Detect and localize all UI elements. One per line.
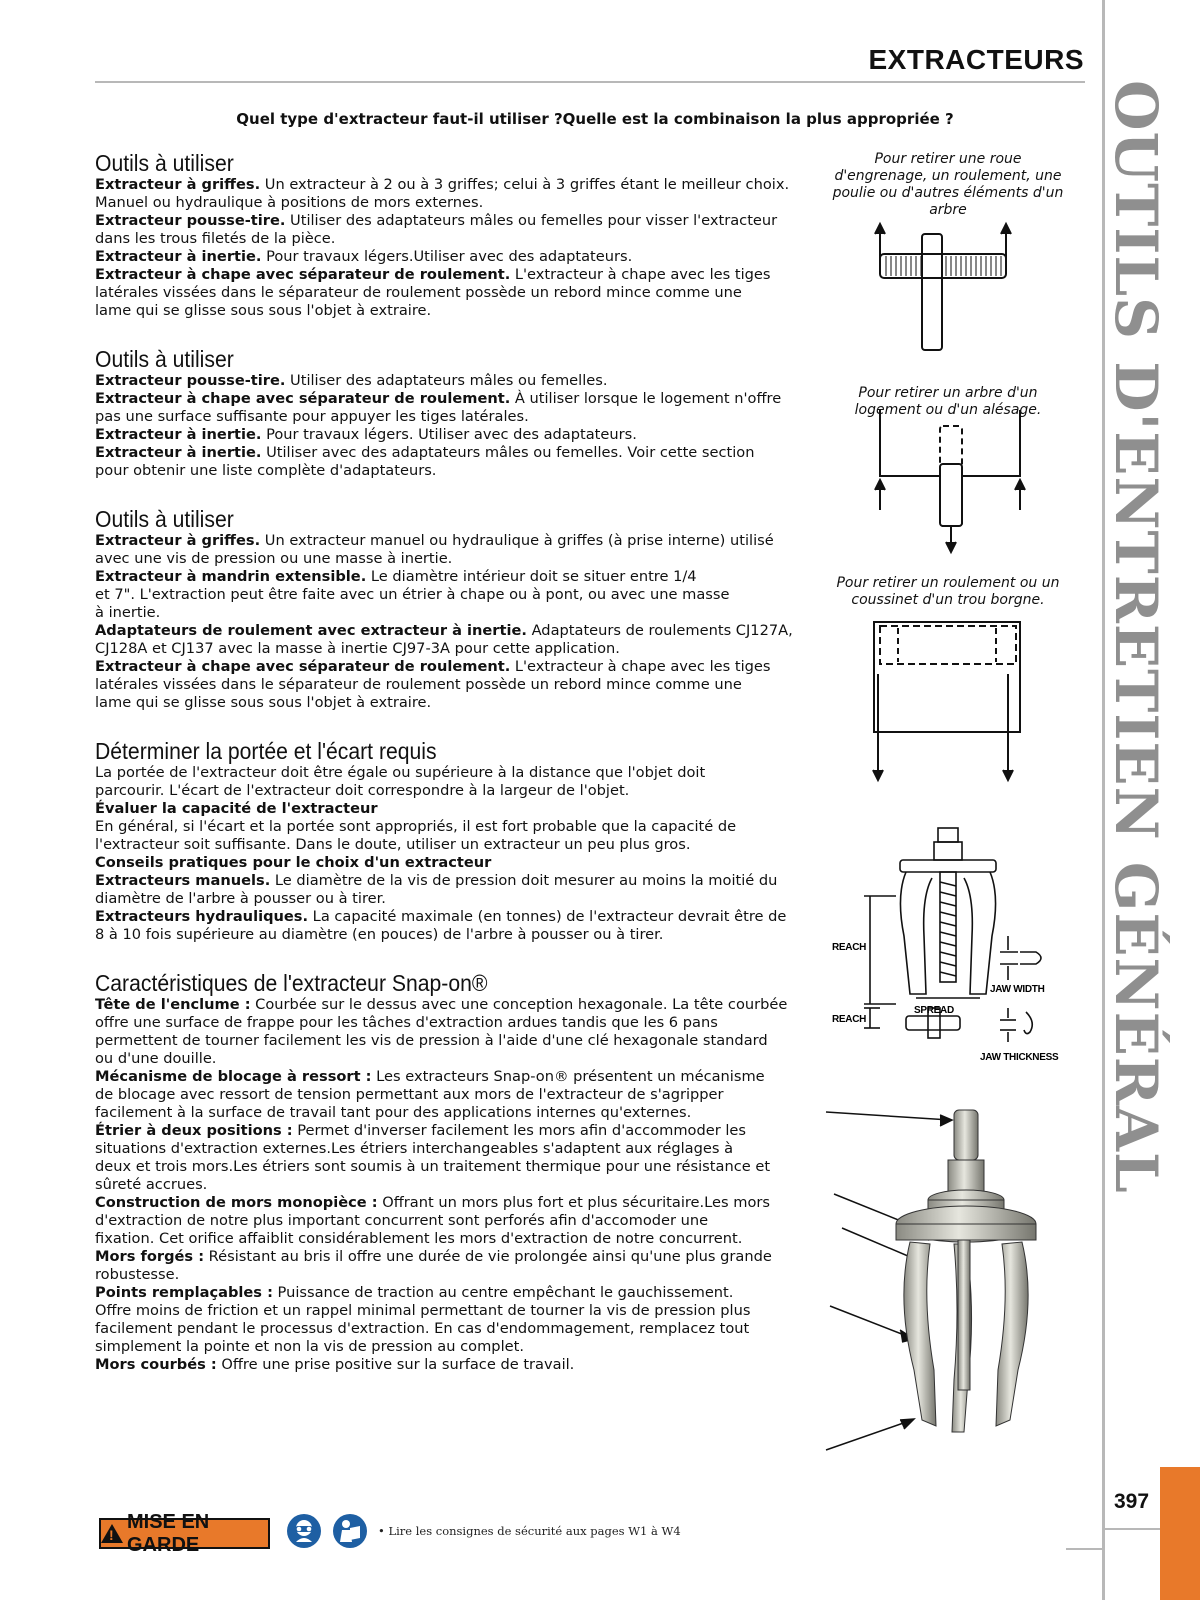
safety-note: • Lire les consignes de sécurité aux pages W1 à W4 [378, 1524, 681, 1538]
body-line [95, 248, 807, 266]
side-title-band [1102, 80, 1172, 1280]
section-3 [95, 506, 807, 712]
section-title: EXTRACTEURS [868, 44, 1084, 75]
line-text: Un extracteur manuel ou hydraulique à griffes (à prise interne) utilisé [260, 532, 774, 549]
line-text: L'extracteur à chape avec les tiges [510, 266, 771, 283]
term-label: Extracteur à mandrin extensible. [95, 568, 367, 585]
warning-badge [99, 1510, 270, 1556]
line-text: latérales vissées dans le séparateur de roulement possède un rebord mince comme une [95, 284, 742, 301]
term-label: Mors courbés : [95, 1356, 217, 1373]
line-text: Courbée sur le dessus avec une conception hexagonale. La tête courbée [250, 996, 788, 1013]
line-text: Pour travaux légers.Utiliser avec des adaptateurs. [261, 248, 633, 265]
body-line [95, 1104, 807, 1122]
body-line [95, 926, 807, 944]
blind-hole-diagram [868, 614, 1028, 789]
line-text: Pour travaux légers. Utiliser avec des adaptateurs. [261, 426, 637, 443]
term-label: Évaluer la capacité de l'extracteur [95, 800, 378, 817]
body-line [95, 408, 807, 426]
term-label: Extracteur à inertie. [95, 248, 262, 265]
body-line [95, 212, 807, 230]
body-line [95, 1230, 807, 1248]
term-label: Étrier à deux positions : [95, 1122, 293, 1139]
line-text: pas une surface suffisante pour appuyer les tiges latérales. [95, 408, 529, 425]
line-text: Un extracteur à 2 ou à 3 griffes; celui à 3 griffes étant le meilleur choix. [260, 176, 790, 193]
body-line [95, 1212, 807, 1230]
line-text: d'extraction de notre plus important concurrent sont perforés afin d'accomoder une [95, 1212, 709, 1229]
term-label: Construction de mors monopièce : [95, 1194, 378, 1211]
spread-label: SPREAD [914, 1005, 954, 1016]
footer-divider [1066, 1548, 1104, 1550]
term-label: Extracteurs manuels. [95, 872, 271, 889]
puller-product-illustration [826, 1120, 1076, 1470]
page-tab [1160, 1467, 1200, 1600]
section-heading: Déterminer la portée et l'écart requis [95, 738, 437, 764]
caption-shaft-removal: Pour retirer un arbre d'un logement ou d'un alésage. [854, 385, 1042, 418]
term-label: Extracteur à griffes. [95, 532, 261, 549]
line-text: de blocage avec ressort de tension permettant aux mors de l'extracteur de s'agripper [95, 1086, 724, 1103]
line-text: avec une vis de pression ou une masse à inertie. [95, 550, 453, 567]
body-line [95, 854, 807, 872]
body-line [95, 1032, 807, 1050]
term-label: Extracteur à inertie. [95, 426, 262, 443]
read-manual-icon [333, 1514, 367, 1548]
reach-label-top: REACH [832, 942, 867, 953]
line-text: Le diamètre intérieur doit se situer entre 1/4 [366, 568, 697, 585]
body-line [95, 640, 807, 658]
body-line [95, 872, 807, 890]
line-text: En général, si l'écart et la portée sont appropriés, il est fort probable que la capacité de [95, 818, 737, 835]
body-line [95, 302, 807, 320]
body-line [95, 604, 807, 622]
line-text: Résistant au bris il offre une durée de vie prolongée ainsi qu'une plus grande [204, 1248, 772, 1265]
page-number: 397 [1114, 1490, 1150, 1513]
body-line [95, 1284, 807, 1302]
body-line [95, 266, 807, 284]
body-line [95, 1266, 807, 1284]
line-text: À utiliser lorsque le logement n'offre [510, 390, 782, 407]
body-line [95, 568, 807, 586]
term-label: Extracteur à griffes. [95, 176, 261, 193]
jaw-width-label: JAW WIDTH [990, 984, 1045, 995]
line-text: situations d'extraction externes.Les étriers interchangeables s'adaptent aux réglages à [95, 1140, 734, 1157]
term-label: Conseils pratiques pour le choix d'un extracteur [95, 854, 492, 871]
body-line [95, 444, 807, 462]
main-content [95, 150, 807, 1374]
line-text: latérales vissées dans le séparateur de roulement possède un rebord mince comme une [95, 676, 742, 693]
line-text: Permet d'inverser facilement les mors afin d'accommoder les [292, 1122, 747, 1139]
term-label: Mors forgés : [95, 1248, 205, 1265]
term-label: Extracteur à chape avec séparateur de roulement. [95, 658, 511, 675]
body-line [95, 390, 807, 408]
section-body [95, 532, 807, 712]
body-line [95, 996, 807, 1014]
body-line [95, 1086, 807, 1104]
body-line [95, 230, 807, 248]
line-text: Manuel ou hydraulique à positions de mors externes. [95, 194, 484, 211]
line-text: Utiliser avec des adaptateurs mâles ou femelles. Voir cette section [261, 444, 755, 461]
line-text: Les extracteurs Snap-on® présentent un mécanisme [371, 1068, 765, 1085]
warning-label: MISE EN GARDE [127, 1510, 210, 1556]
section-body [95, 176, 807, 320]
body-line [95, 676, 807, 694]
body-line [95, 658, 807, 676]
eye-protection-icon [287, 1514, 321, 1548]
section-4 [95, 738, 807, 944]
jaw-thickness-label: JAW THICKNESS [980, 1052, 1059, 1063]
line-text: Offrant un mors plus fort et plus sécuritaire.Les mors [377, 1194, 771, 1211]
term-label: Points remplaçables : [95, 1284, 273, 1301]
line-text: Le diamètre de la vis de pression doit mesurer au moins la moitié du [270, 872, 778, 889]
line-text: pour obtenir une liste complète d'adaptateurs. [95, 462, 437, 479]
term-label: Extracteur pousse-tire. [95, 212, 286, 229]
body-line [95, 176, 807, 194]
body-line [95, 1248, 807, 1266]
line-text: Utiliser des adaptateurs mâles ou femelles. [285, 372, 608, 389]
reach-label-bottom: REACH [832, 1014, 867, 1025]
term-label: Extracteur à chape avec séparateur de roulement. [95, 266, 511, 283]
line-text: simplement la pointe et non la vis de pression au complet. [95, 1338, 524, 1355]
caption-gear-removal: Pour retirer une roue d'engrenage, un roulement, une poulie ou d'autres éléments d'un arbre [832, 151, 1064, 218]
term-label: Mécanisme de blocage à ressort : [95, 1068, 372, 1085]
body-line [95, 1338, 807, 1356]
gear-on-shaft-diagram [860, 218, 1030, 353]
term-label: Extracteur pousse-tire. [95, 372, 286, 389]
section-heading: Outils à utiliser [95, 506, 234, 532]
line-text: lame qui se glisse sous sous l'objet à extraire. [95, 694, 432, 711]
body-line [95, 194, 807, 212]
line-text: deux et trois mors.Les étriers sont soumis à un traitement thermique pour une résistance et [95, 1158, 771, 1175]
body-line [95, 800, 807, 818]
line-text: robustesse. [95, 1266, 180, 1283]
line-text: L'extracteur à chape avec les tiges [510, 658, 771, 675]
line-text: parcourir. L'écart de l'extracteur doit correspondre à la largeur de l'objet. [95, 782, 630, 799]
body-line [95, 372, 807, 390]
intro-question: Quel type d'extracteur faut-il utiliser ?Quelle est la combinaison la plus appropriée ? [236, 110, 954, 128]
body-line [95, 1068, 807, 1086]
line-text: Puissance de traction au centre empêchant le gauchissement. [272, 1284, 734, 1301]
body-line [95, 764, 807, 782]
body-line [95, 890, 807, 908]
body-line [95, 1302, 807, 1320]
body-line [95, 1194, 807, 1212]
body-line [95, 1176, 807, 1194]
line-text: facilement pendant le processus d'extraction. En cas d'endommagement, remplacez tout [95, 1320, 750, 1337]
line-text: fixation. Cet orifice affaiblit considérablement les mors d'extraction de notre concurrent. [95, 1230, 743, 1247]
body-line [95, 462, 807, 480]
line-text: Offre une prise positive sur la surface de travail. [216, 1356, 575, 1373]
term-label: Extracteur à inertie. [95, 444, 262, 461]
line-text: et 7". L'extraction peut être faite avec un étrier à chape ou à pont, ou avec une masse [95, 586, 730, 603]
body-line [95, 532, 807, 550]
line-text: 8 à 10 fois supérieure au diamètre (en pouces) de l'arbre à pousser ou à tirer. [95, 926, 664, 943]
body-line [95, 426, 807, 444]
warning-icon [101, 1524, 123, 1543]
line-text: Utiliser des adaptateurs mâles ou femelles pour visser l'extracteur [285, 212, 778, 229]
term-label: Extracteur à chape avec séparateur de roulement. [95, 390, 511, 407]
body-line [95, 1158, 807, 1176]
body-line [95, 1320, 807, 1338]
caption-blind-hole: Pour retirer un roulement ou un coussinet d'un trou borgne. [836, 575, 1060, 608]
line-text: ou d'une douille. [95, 1050, 217, 1067]
body-line [95, 908, 807, 926]
body-line [95, 818, 807, 836]
section-body [95, 372, 807, 480]
body-line [95, 1356, 807, 1374]
body-line [95, 694, 807, 712]
body-line [95, 1014, 807, 1032]
puller-dimension-diagram [832, 826, 1080, 1086]
line-text: permettent de tourner facilement les vis de pression à l'aide d'une clé hexagonale standard [95, 1032, 768, 1049]
body-line [95, 1122, 807, 1140]
section-heading: Outils à utiliser [95, 346, 234, 372]
line-text: à inertie. [95, 604, 161, 621]
line-text: l'extracteur soit suffisante. Dans le doute, utiliser un extracteur un peu plus gros. [95, 836, 691, 853]
section-body [95, 996, 807, 1374]
body-line [95, 284, 807, 302]
line-text: Adaptateurs de roulements CJ127A, [526, 622, 793, 639]
body-line [95, 1140, 807, 1158]
line-text: lame qui se glisse sous sous l'objet à extraire. [95, 302, 432, 319]
section-heading: Caractéristiques de l'extracteur Snap-on® [95, 970, 488, 996]
line-text: dans les trous filetés de la pièce. [95, 230, 336, 247]
header-divider [95, 81, 1085, 83]
line-text: facilement à la surface de travail tant pour des applications internes qu'externes. [95, 1104, 692, 1121]
body-line [95, 550, 807, 568]
section-heading: Outils à utiliser [95, 150, 234, 176]
line-text: offre une surface de frappe pour les tâches d'extraction ardues tandis que les 6 pans [95, 1014, 718, 1031]
body-line [95, 836, 807, 854]
line-text: Offre moins de friction et un rappel minimal permettant de tourner la vis de pression plus [95, 1302, 751, 1319]
body-line [95, 1050, 807, 1068]
line-text: CJ128A et CJ137 avec la masse à inertie CJ97-3A pour cette application. [95, 640, 620, 657]
section-1 [95, 150, 807, 320]
line-text: sûreté accrues. [95, 1176, 208, 1193]
shaft-in-housing-diagram [860, 410, 1030, 560]
section-2 [95, 346, 807, 480]
line-text: La portée de l'extracteur doit être égale ou supérieure à la distance que l'objet doit [95, 764, 706, 781]
body-line [95, 782, 807, 800]
term-label: Adaptateurs de roulement avec extracteur à inertie. [95, 622, 527, 639]
term-label: Tête de l'enclume : [95, 996, 251, 1013]
line-text: diamètre de l'arbre à pousser ou à tirer. [95, 890, 386, 907]
section-body [95, 764, 807, 944]
page-number-divider [1102, 1528, 1160, 1530]
line-text: La capacité maximale (en tonnes) de l'extracteur devrait être de [308, 908, 787, 925]
section-5 [95, 970, 807, 1374]
body-line [95, 622, 807, 640]
side-title: OUTILS D'ENTRETIEN GÉNÉRAL [1102, 80, 1170, 1194]
term-label: Extracteurs hydrauliques. [95, 908, 309, 925]
body-line [95, 586, 807, 604]
